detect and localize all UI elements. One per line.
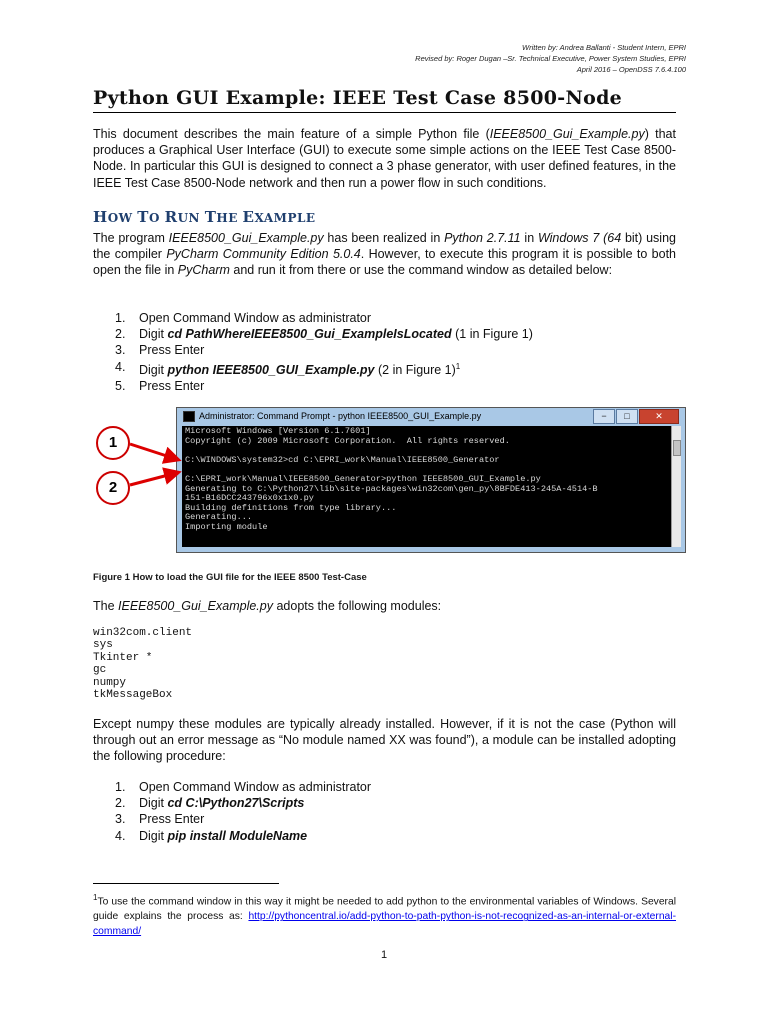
footnote-reference[interactable]: 1 — [455, 361, 461, 371]
title-rule — [93, 112, 676, 113]
list-item: 3. Press Enter — [115, 343, 205, 358]
list-item: 1. Open Command Window as administrator — [115, 780, 372, 794]
arrow-2-icon — [130, 473, 176, 485]
file-name: IEEE8500_Gui_Example.py — [489, 127, 645, 141]
revised-by: Revised by: Roger Dugan –Sr. Technical Executive, Power System Studies, EPRI — [415, 54, 686, 63]
footnote-mark: 1 — [93, 893, 98, 902]
maximize-icon: □ — [616, 409, 638, 424]
list-item: 2. Digit cd C:\Python27\Scripts — [115, 796, 305, 811]
page-number: 1 — [380, 949, 388, 961]
document-meta — [415, 42, 686, 75]
footnote-link[interactable]: http://pythoncentral.io/add-python-to-path-python-is-not-recognized-as-an-internal-or-external-command/ — [93, 911, 676, 938]
window-title: Administrator: Command Prompt - python IEEE8500_GUI_Example.py — [183, 411, 481, 422]
footnote: $^1$To use the command window in this way it might be needed to add python to the environmental variables of Windows. Several guide explains the process as: http://pythoncentral.io/add-python-to-path-python-is-not-recognized-as-an-internal-or-external-command/ — [93, 893, 676, 938]
date-version: April 2016 – OpenDSS 7.6.4.100 — [576, 65, 686, 74]
written-by: Written by: Andrea Ballanti - Student Intern, EPRI — [522, 43, 686, 52]
terminal-scrollbar — [671, 426, 681, 547]
footnote-separator — [93, 883, 279, 884]
section-heading: HOW TO RUN THE EXAMPLE — [93, 208, 316, 226]
run-steps-list — [93, 310, 533, 394]
page-title: Python GUI Example: IEEE Test Case 8500-Node — [93, 87, 623, 109]
figure-caption: Figure 1 How to load the GUI file for the IEEE 8500 Test-Case — [93, 572, 367, 583]
list-item: 2. Digit cd PathWhereIEEE8500_Gui_ExampleIsLocated (1 in Figure 1) — [115, 327, 533, 342]
list-item: 4. Digit python IEEE8500_GUI_Example.py (2 in Figure 1)$^1$ — [115, 359, 461, 377]
list-item: 1. Open Command Window as administrator — [115, 311, 372, 325]
list-item: 4. Digit pip install ModuleName — [115, 828, 308, 843]
command-prompt-screenshot — [176, 407, 686, 553]
intro-paragraph: This document describes the main feature of a simple Python file (IEEE8500_Gui_Example.py) that produces a Graphical User Interface (GUI) to execute some simple actions on the IEEE Test Case 8500-Node. In particular this GUI is designed to connect a 3 phase generator, with user defined features, in the IEEE Test Case 8500-Node network and then run a power flow in such conditions. — [93, 127, 676, 190]
scrollbar-thumb — [673, 440, 681, 456]
modules-code-block: win32com.client sys Tkinter * gc numpy tkMessageBox — [93, 627, 193, 702]
close-icon: ✕ — [639, 409, 679, 424]
list-item: 3. Press Enter — [115, 812, 205, 827]
minimize-icon: − — [593, 409, 615, 424]
callout-marker: 2 — [96, 471, 130, 505]
callout-marker: 1 — [96, 426, 130, 460]
terminal-output: Microsoft Windows [Version 6.1.7601] Copyright (c) 2009 Microsoft Corporation. All rights reserved. C:\WINDOWS\system32>cd C:\EPRI_work\Manual\IEEE8500_Generator C:\EPRI_work\Manual\IEEE8500_Generator>python IEEE8500_GUI_Example.py Generating to C:\Python27\lib\site-packages\win32com\gen_py\8BFDE413-245A-4514-B 151-B16DCC243796x0x1x0.py Building definitions from type library... Generating... Importing module — [182, 426, 671, 547]
program-paragraph: The program IEEE8500_Gui_Example.py has been realized in Python 2.7.11 in Windows 7 (64 bit) using the compiler PyCharm Community Edition 5.0.4. However, to execute this program it is possible to both open the file in PyCharm and run it from there or use the command window as detailed below: — [93, 231, 677, 278]
callout-arrows — [128, 440, 188, 490]
install-paragraph: Except numpy these modules are typically already installed. However, if it is not the case (Python will through out an error message as “No module named XX was found”), a module can be installed adopting the following procedure: — [93, 717, 676, 764]
arrow-1-icon — [130, 444, 176, 459]
cmd-icon — [183, 411, 195, 422]
modules-intro: The IEEE8500_Gui_Example.py adopts the following modules: — [93, 599, 442, 613]
window-controls — [593, 409, 679, 424]
list-item: 5. Press Enter — [115, 378, 205, 393]
install-steps-list — [93, 779, 371, 844]
